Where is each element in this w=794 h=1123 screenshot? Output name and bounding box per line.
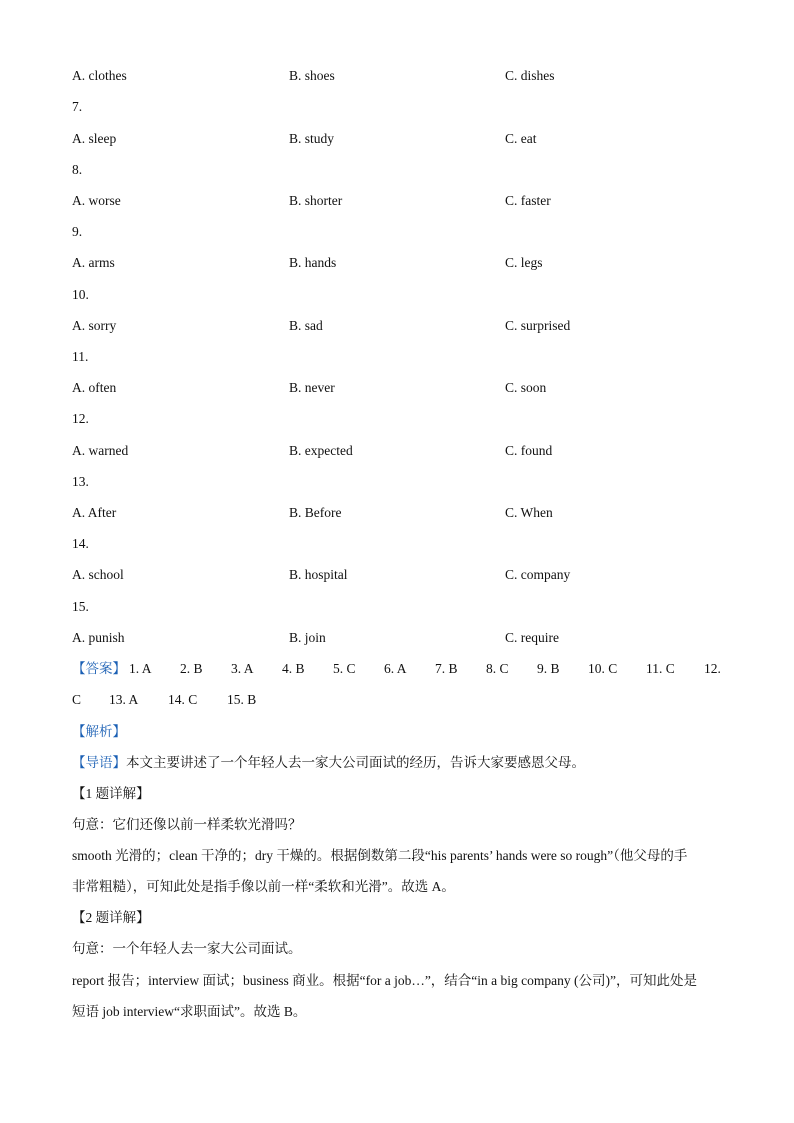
- answer-item: 4. B: [282, 661, 305, 676]
- question-number: 13.: [72, 474, 89, 489]
- answer-item: 13. A: [109, 692, 139, 707]
- option-c: C. surprised: [505, 318, 571, 333]
- question-number: 8.: [72, 162, 83, 177]
- answer-item: 6. A: [384, 661, 407, 676]
- q2-meaning: 句意：一个年轻人去一家大公司面试。: [72, 941, 302, 956]
- option-b: B. sad: [289, 318, 323, 333]
- answer-item: 5. C: [333, 661, 356, 676]
- question-number: 12.: [72, 411, 89, 426]
- guide-paragraph: [72, 753, 585, 773]
- answer-item: 8. C: [486, 661, 509, 676]
- option-c: C. require: [505, 630, 559, 645]
- option-c: C. company: [505, 567, 571, 582]
- option-a: A. worse: [72, 193, 121, 208]
- question-number: 15.: [72, 599, 89, 614]
- answer-item: 15. B: [227, 692, 257, 707]
- option-b: B. hands: [289, 255, 337, 270]
- option-a: A. sleep: [72, 131, 117, 146]
- option-a: A. sorry: [72, 318, 117, 333]
- question-number: 11.: [72, 349, 89, 364]
- q1-explanation-line: 非常粗糙），可知此处是指手像以前一样“柔软和光滑”。故选 A。: [72, 879, 455, 894]
- question-number: 7.: [72, 99, 83, 114]
- question-number: 10.: [72, 287, 89, 302]
- answer-item: 10. C: [588, 661, 618, 676]
- option-b: B. study: [289, 131, 335, 146]
- option-b: B. never: [289, 380, 335, 395]
- answer-item: 9. B: [537, 661, 560, 676]
- option-a: A. arms: [72, 255, 115, 270]
- answer-item: 3. A: [231, 661, 254, 676]
- option-b: B. Before: [289, 505, 342, 520]
- guide-text: 本文主要讲述了一个年轻人去一家大公司面试的经历，告诉大家要感恩父母。: [126, 755, 585, 770]
- option-b: B. shorter: [289, 193, 343, 208]
- answer-item: 2. B: [180, 661, 203, 676]
- question-number: 14.: [72, 536, 89, 551]
- option-a: A. school: [72, 567, 124, 582]
- option-b: B. join: [289, 630, 326, 645]
- option-a: A. warned: [72, 443, 129, 458]
- option-c: C. dishes: [505, 68, 555, 83]
- option-b: B. expected: [289, 443, 353, 458]
- option-a: A. After: [72, 505, 117, 520]
- option-a: A. punish: [72, 630, 125, 645]
- q1-explanation-line: smooth 光滑的；clean 干净的；dry 干燥的。根据倒数第二段“his parents’ hands were so rough”（他父母的手: [72, 848, 688, 863]
- option-b: B. hospital: [289, 567, 348, 582]
- question-number: 9.: [72, 224, 83, 239]
- option-a: A. often: [72, 380, 117, 395]
- answer-item: 7. B: [435, 661, 458, 676]
- q1-meaning: 句意：它们还像以前一样柔软光滑吗？: [72, 817, 302, 832]
- guide-tag: 【导语】: [72, 755, 126, 770]
- option-c: C. legs: [505, 255, 543, 270]
- option-c: C. eat: [505, 131, 537, 146]
- answer-tag: 【答案】: [72, 661, 126, 676]
- answer-item: 14. C: [168, 692, 198, 707]
- q1-title: 【1 题详解】: [72, 786, 150, 801]
- answer-item: 1. A: [129, 661, 152, 676]
- q2-explanation-line: 短语 job interview“求职面试”。故选 B。: [72, 1004, 307, 1019]
- q2-explanation-line: report 报告；interview 面试；business 商业。根据“for a job…”，结合“in a big company (公司)”，可知此处是: [72, 973, 698, 988]
- option-c: C. faster: [505, 193, 551, 208]
- answer-item: 12.: [704, 661, 721, 676]
- option-b: B. shoes: [289, 68, 335, 83]
- answer-item: C: [72, 692, 82, 707]
- option-c: C. found: [505, 443, 553, 458]
- q2-title: 【2 题详解】: [72, 910, 150, 925]
- option-c: C. When: [505, 505, 553, 520]
- analysis-tag: 【解析】: [72, 724, 126, 739]
- answer-item: 11. C: [646, 661, 675, 676]
- option-c: C. soon: [505, 380, 547, 395]
- option-a: A. clothes: [72, 68, 127, 83]
